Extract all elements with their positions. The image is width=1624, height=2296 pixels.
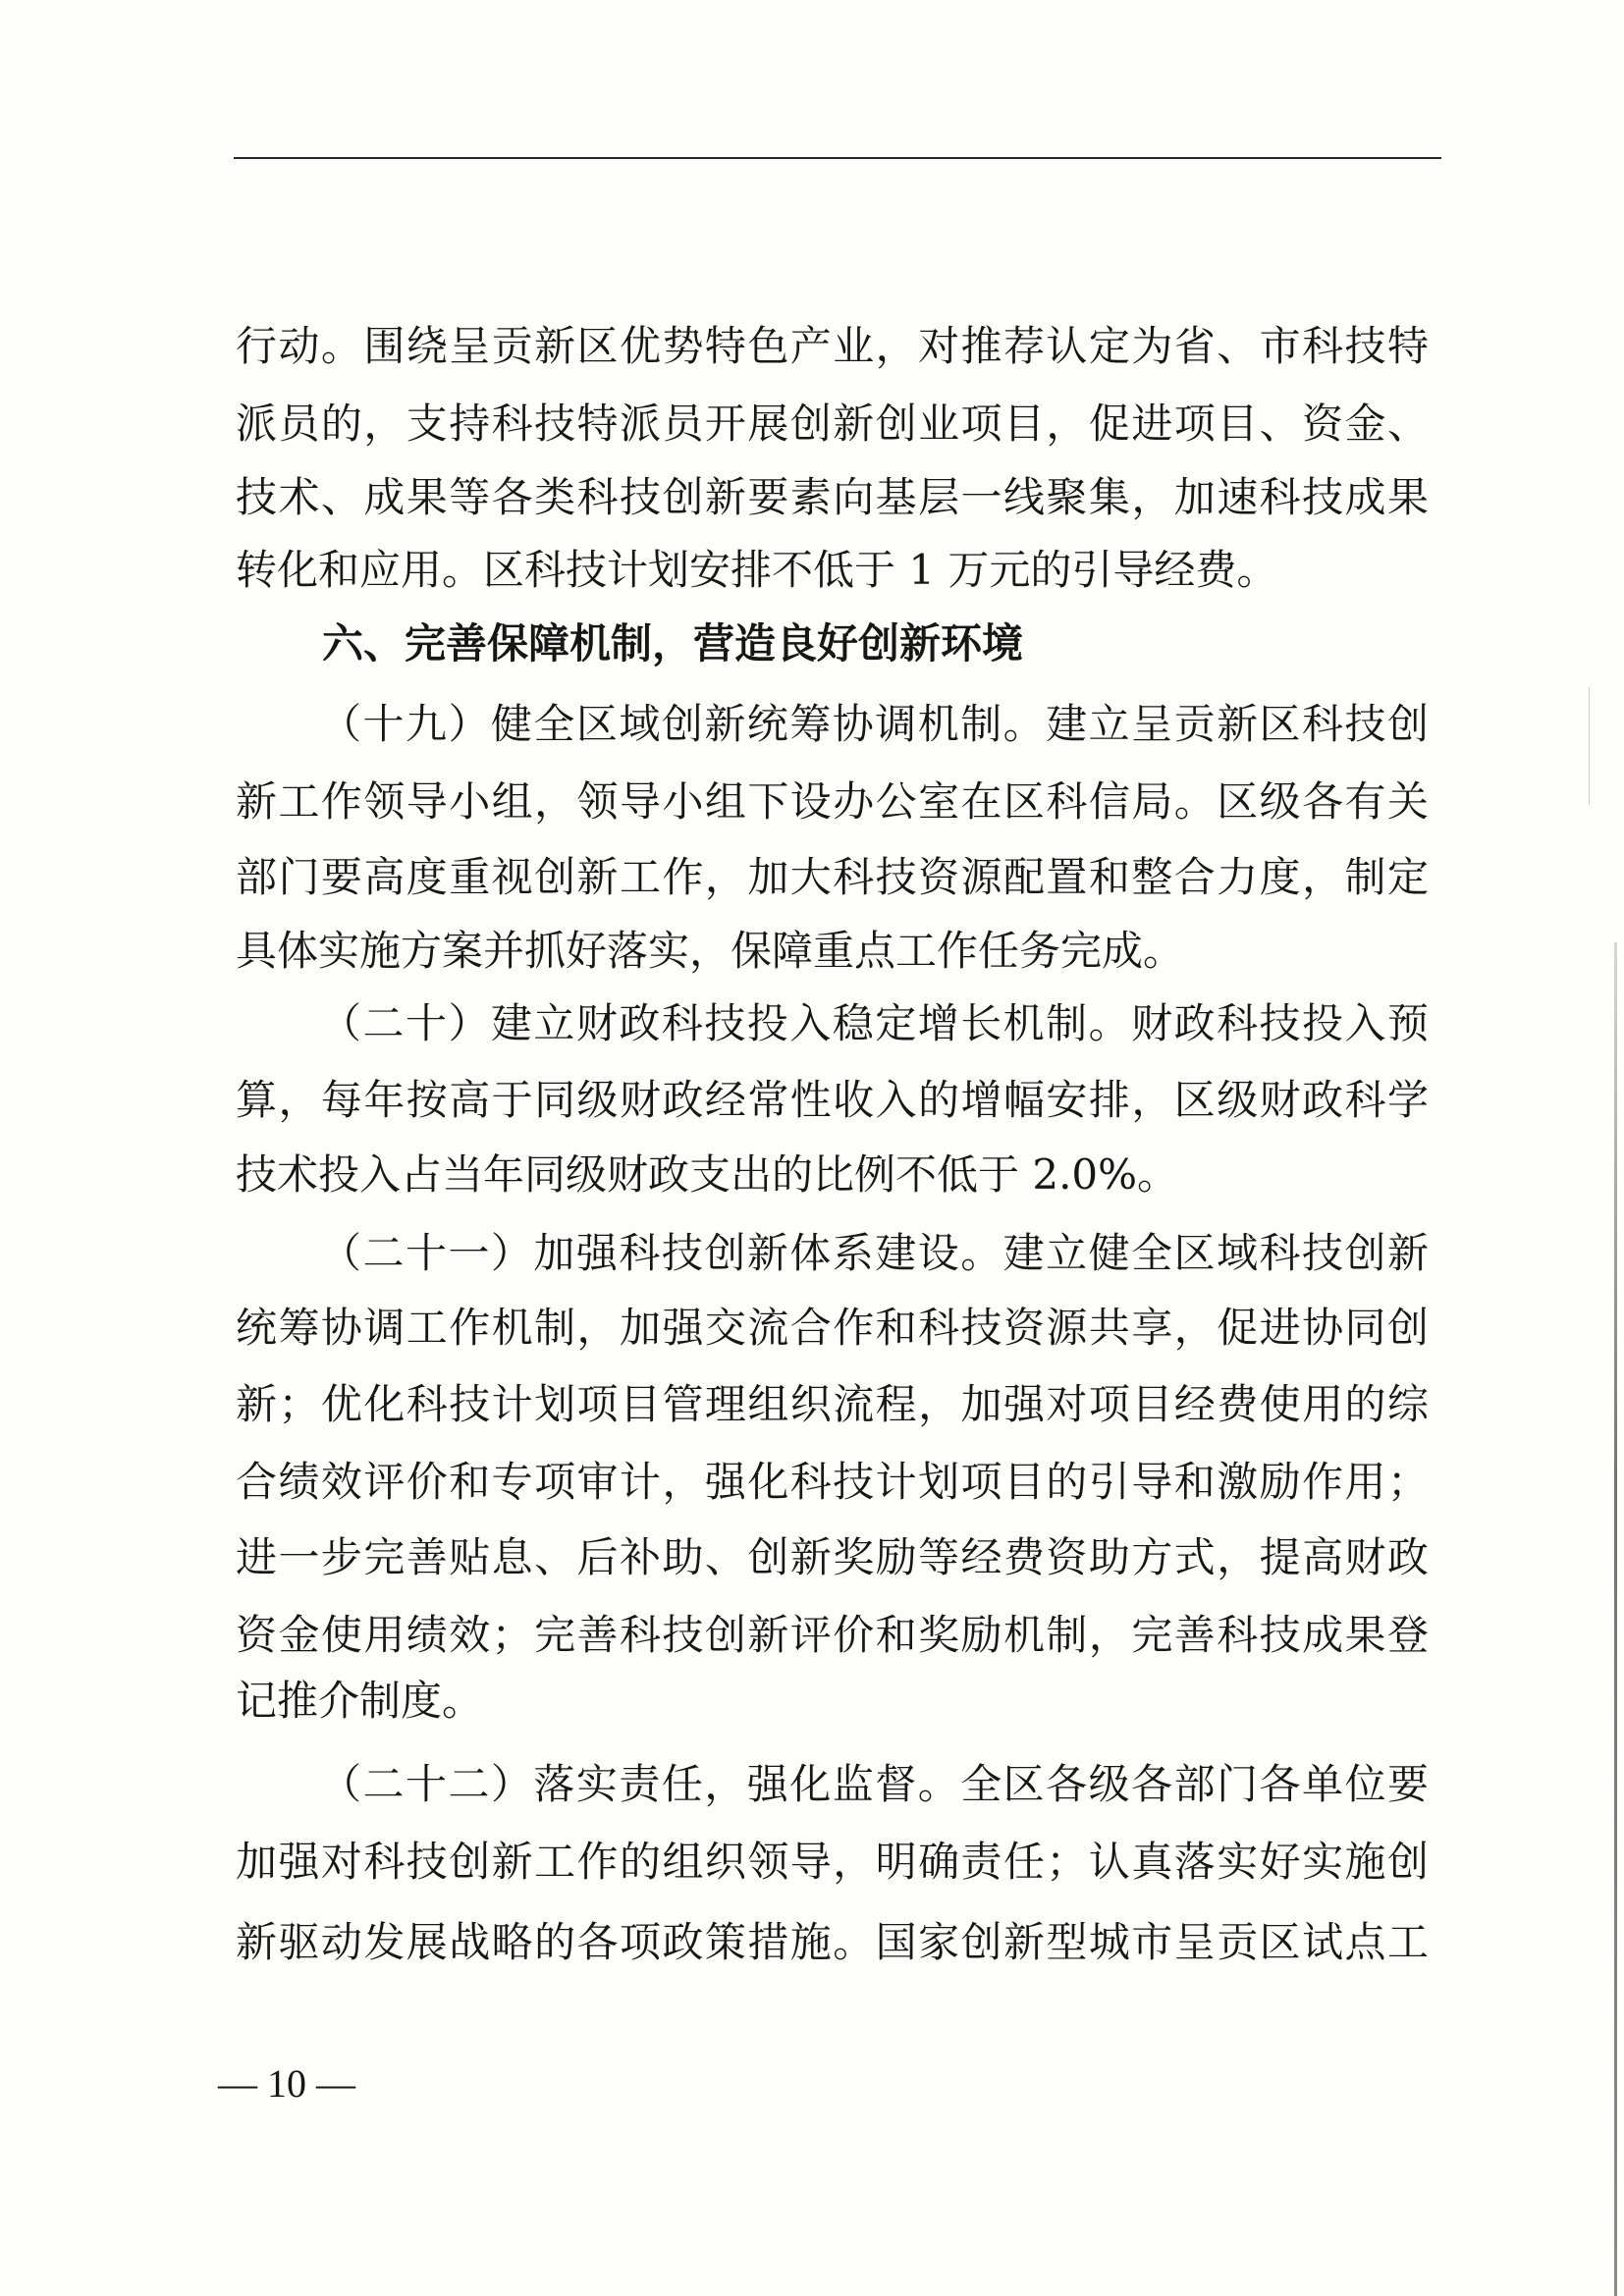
- section-heading: 六、完善保障机制，营造良好创新环境: [322, 619, 1024, 667]
- paragraph-line: 行动。围绕呈贡新区优势特色产业，对推荐认定为省、市科技特: [236, 322, 1429, 370]
- paragraph-line: 技术投入占当年同级财政支出的比例不低于 2.0%。: [236, 1150, 1179, 1199]
- header-rule: [234, 157, 1441, 159]
- paragraph-line: 技术、成果等各类科技创新要素向基层一线聚集，加速科技成果: [236, 473, 1429, 521]
- paragraph-line: 统筹协调工作机制，加强交流合作和科技资源共享，促进协同创: [236, 1304, 1429, 1352]
- paragraph-line: 部门要高度重视创新工作，加大科技资源配置和整合力度，制定: [236, 853, 1429, 901]
- paragraph-line: 新；优化科技计划项目管理组织流程，加强对项目经费使用的综: [236, 1380, 1429, 1428]
- paragraph-line: 新工作领导小组，领导小组下设办公室在区科信局。区级各有关: [236, 777, 1429, 826]
- paragraph-line: （十九）健全区域创新统筹协调机制。建立呈贡新区科技创: [320, 700, 1429, 748]
- paragraph-line: 记推介制度。: [236, 1677, 484, 1725]
- page-number: — 10 —: [218, 2061, 355, 2106]
- paragraph-line: 具体实施方案并抓好落实，保障重点工作任务完成。: [236, 927, 1185, 975]
- paragraph-line: （二十）建立财政科技投入稳定增长机制。财政科技投入预: [320, 999, 1429, 1047]
- scan-edge-mark: [1589, 687, 1590, 805]
- paragraph-line: 进一步完善贴息、后补助、创新奖励等经费资助方式，提高财政: [236, 1533, 1429, 1581]
- paragraph-line: 算，每年按高于同级财政经常性收入的增幅安排，区级财政科学: [236, 1076, 1429, 1124]
- paragraph-line: 新驱动发展战略的各项政策措施。国家创新型城市呈贡区试点工: [236, 1918, 1429, 1966]
- paragraph-line: （二十一）加强科技创新体系建设。建立健全区域科技创新: [320, 1229, 1429, 1277]
- paragraph-line: 转化和应用。区科技计划安排不低于 1 万元的引导经费。: [236, 546, 1278, 594]
- paragraph-line: 派员的，支持科技特派员开展创新创业项目，促进项目、资金、: [236, 400, 1429, 448]
- paragraph-line: 加强对科技创新工作的组织领导，明确责任；认真落实好实施创: [236, 1838, 1429, 1886]
- paragraph-line: 资金使用绩效；完善科技创新评价和奖励机制，完善科技成果登: [236, 1611, 1429, 1659]
- scan-edge-shadow: [1614, 942, 1617, 2296]
- paragraph-line: 合绩效评价和专项审计，强化科技计划项目的引导和激励作用；: [236, 1458, 1429, 1506]
- paragraph-line: （二十二）落实责任，强化监督。全区各级各部门各单位要: [320, 1760, 1429, 1808]
